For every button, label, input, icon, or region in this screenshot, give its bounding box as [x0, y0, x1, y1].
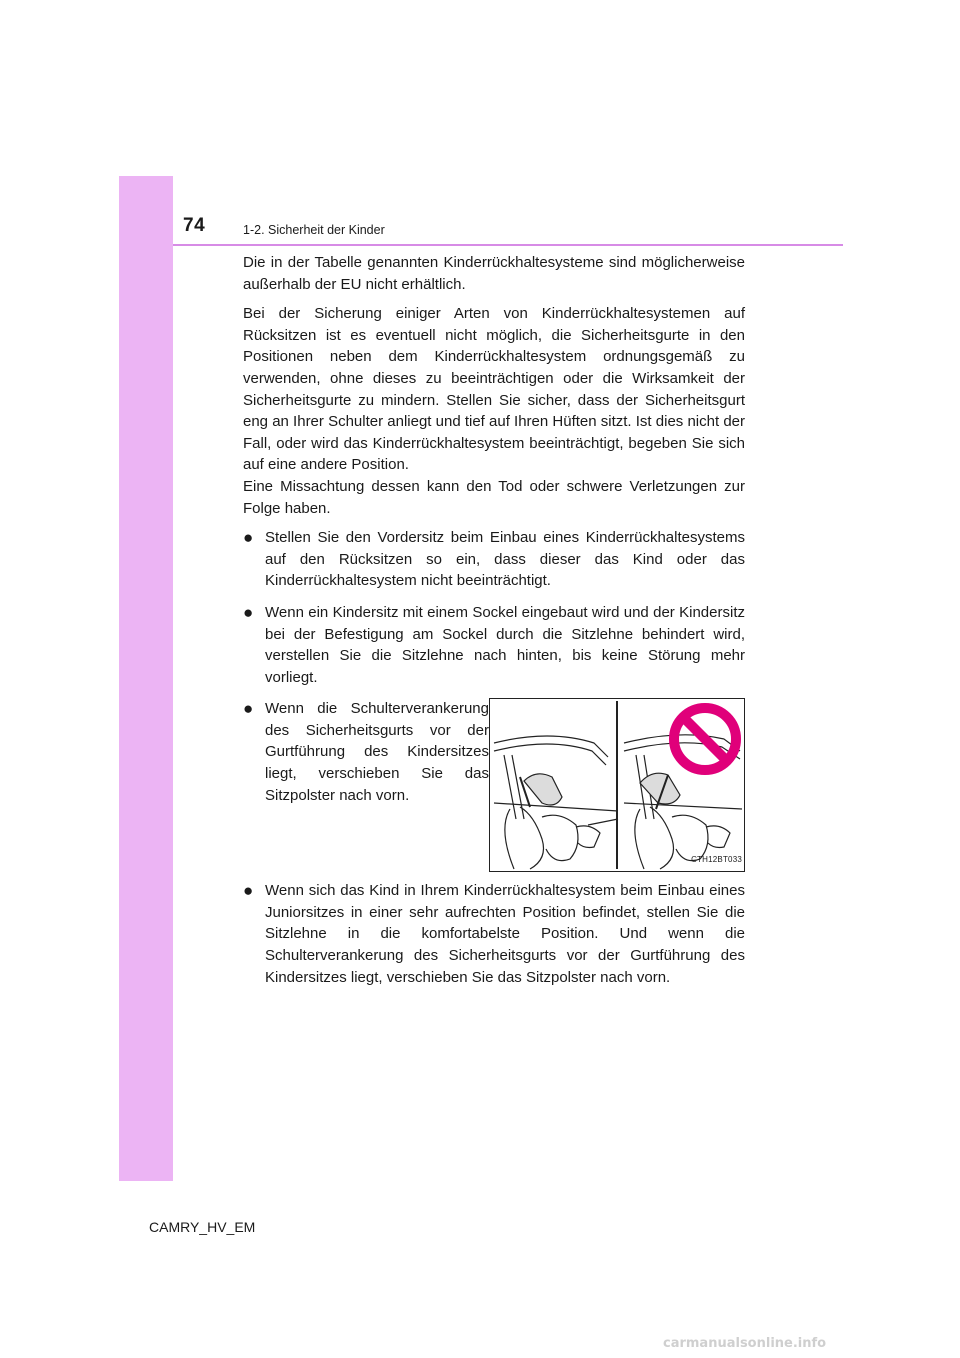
model-code: CAMRY_HV_EM — [149, 1219, 256, 1235]
list-item-text: Wenn ein Kindersitz mit einem Sockel eingebaut wird und der Kindersitz bei der Befestigung am Sockel durch die Sitzlehne behindert wird, verstellen Sie die Sitzlehne nach hinten, bis keine Störung mehr vorliegt. — [265, 603, 745, 686]
list-item-with-figure — [243, 698, 745, 872]
list-item — [243, 880, 745, 988]
paragraph-availability: Die in der Tabelle genannten Kinderrückhaltesysteme sind möglicherweise außerhalb der EU nicht erhältlich. — [243, 254, 745, 293]
seat-illustration — [489, 698, 745, 872]
header-divider — [173, 244, 843, 246]
main-content — [243, 252, 745, 998]
bullet-icon: ● — [243, 602, 254, 622]
page-number: 74 — [183, 215, 206, 236]
list-item-text: Stellen Sie den Vordersitz beim Einbau eines Kinderrückhaltesystems auf den Rücksitzen so ein, dass dieser das Kind oder das Kinderrückhaltesystem nicht beeinträchtigt. — [265, 529, 745, 590]
seat-drawing — [490, 699, 744, 871]
list-item — [243, 602, 745, 688]
section-title: 1-2. Sicherheit der Kinder — [243, 223, 385, 237]
paragraph-rear-seat: Bei der Sicherung einiger Arten von Kinderrückhaltesystemen auf Rücksitzen ist es eventuell nicht möglich, die Sicherheitsgurte in den Positionen neben dem Kinderrückhaltesystem ordnungsgemäß zu verwenden, ohne dieses zu beeinträchtigen oder die Wirksamkeit der Sicherheitsgurte zu mindern. Stellen Sie sicher, dass der Sicherheitsgurt eng an Ihrer Schulter anliegt und tief auf Ihren Hüften sitzt. Ist dies nicht der Fall, oder wird das Kinderrückhaltesystem beeinträchtigt, begeben Sie sich auf eine andere Position. — [243, 305, 745, 474]
bullet-icon: ● — [243, 528, 254, 548]
list-item-text: Wenn die Schulterverankerung des Sicherheitsgurts vor der Gurtführung des Kindersitzes liegt, verschieben Sie das Sitzpolster nach vorn. — [265, 700, 489, 804]
figure-code: CTH12BT033 — [691, 854, 742, 864]
bullet-icon: ● — [243, 699, 254, 719]
watermark: carmanualsonline.info — [663, 1336, 827, 1351]
list-item-text: Wenn sich das Kind in Ihrem Kinderrückhaltesystem beim Einbau eines Juniorsitzes in einer sehr aufrechten Position befindet, stellen Sie die Sitzlehne in die komfortabelste Position. Und wenn die Schulterverankerung des Sicherheitsgurts vor der Gurtführung des Kindersitzes liegt, verschieben Sie das Sitzpolster nach vorn. — [265, 882, 745, 986]
bullet-icon: ● — [243, 881, 254, 901]
side-tab — [119, 176, 173, 1181]
paragraph-warning: Eine Missachtung dessen kann den Tod oder schwere Verletzungen zur Folge haben. — [243, 477, 745, 517]
list-item — [243, 527, 745, 592]
list-item — [243, 698, 489, 806]
